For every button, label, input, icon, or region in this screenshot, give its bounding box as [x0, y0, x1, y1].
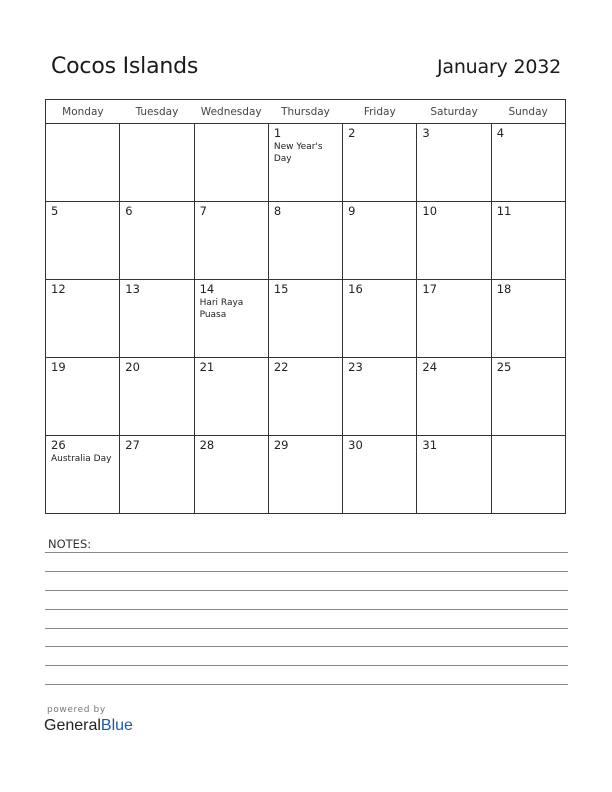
day-cell [268, 358, 342, 436]
day-number: 27 [125, 438, 140, 452]
day-number: 3 [422, 126, 430, 140]
day-number: 19 [51, 360, 66, 374]
day-cell [194, 358, 268, 436]
day-cell [343, 202, 417, 280]
day-number: 14 [199, 282, 215, 296]
day-cell [120, 358, 194, 436]
page-title: Cocos Islands [51, 54, 199, 79]
day-number: 20 [125, 360, 140, 374]
brand-logo [44, 717, 133, 735]
day-cell [417, 202, 491, 280]
week-row [46, 280, 566, 358]
day-cell [46, 202, 120, 280]
day-number: 5 [51, 204, 59, 218]
note-line [45, 665, 568, 666]
day-number: 13 [125, 282, 140, 296]
day-cell [46, 280, 120, 358]
weekday-header: Wednesday [194, 100, 268, 124]
day-number: 9 [348, 204, 356, 218]
day-cell [268, 280, 342, 358]
day-cell [46, 124, 120, 202]
day-cell [120, 436, 194, 514]
holiday-label: Hari Raya Puasa [199, 298, 244, 320]
day-number: 28 [199, 438, 215, 452]
notes-label: NOTES: [48, 537, 92, 551]
day-cell [268, 436, 342, 514]
day-number: 22 [273, 360, 289, 374]
day-number: 21 [199, 360, 215, 374]
day-cell [343, 436, 417, 514]
weekday-header: Sunday [491, 100, 565, 124]
day-cell [343, 280, 417, 358]
day-number: 31 [422, 438, 438, 452]
weekday-header: Saturday [417, 100, 491, 124]
day-cell [194, 280, 268, 358]
day-number: 10 [422, 204, 438, 218]
powered-by-label: powered by [47, 705, 106, 715]
day-number: 11 [496, 204, 512, 218]
day-number: 15 [273, 282, 289, 296]
note-line [45, 590, 568, 591]
day-number: 17 [422, 282, 438, 296]
day-cell [491, 280, 565, 358]
week-row [46, 124, 566, 202]
day-number: 30 [348, 438, 363, 452]
day-number: 16 [348, 282, 363, 296]
day-number: 18 [496, 282, 512, 296]
weekday-header-row [46, 100, 566, 124]
weekday-header: Monday [46, 100, 120, 124]
note-line [45, 552, 568, 553]
day-number: 1 [273, 126, 282, 140]
day-cell [46, 436, 120, 514]
day-number: 25 [496, 360, 512, 374]
day-number: 23 [348, 360, 363, 374]
day-number: 7 [199, 204, 207, 218]
holiday-label: Australia Day [51, 454, 112, 464]
day-cell [120, 202, 194, 280]
day-cell [491, 202, 565, 280]
day-cell [491, 436, 565, 514]
day-cell [120, 124, 194, 202]
weekday-header: Tuesday [120, 100, 194, 124]
week-row [46, 358, 566, 436]
weekday-header: Friday [343, 100, 417, 124]
day-cell [491, 358, 565, 436]
week-row [46, 202, 566, 280]
day-cell [417, 280, 491, 358]
day-number: 6 [125, 204, 133, 218]
note-line [45, 628, 568, 629]
brand-name-first: General [44, 717, 101, 734]
day-cell [194, 124, 268, 202]
day-cell [268, 202, 342, 280]
day-number: 12 [51, 282, 66, 296]
day-number: 4 [496, 126, 505, 140]
day-cell [194, 202, 268, 280]
week-row [46, 436, 566, 514]
day-number: 24 [422, 360, 438, 374]
day-cell [491, 124, 565, 202]
note-line [45, 571, 568, 572]
day-number: 8 [273, 204, 282, 218]
calendar-grid [45, 99, 566, 514]
day-cell [268, 124, 342, 202]
day-cell [120, 280, 194, 358]
day-cell [343, 358, 417, 436]
day-cell [417, 124, 491, 202]
brand-name-second: Blue [100, 717, 133, 734]
day-number: 26 [51, 438, 66, 452]
month-year-label: January 2032 [436, 56, 561, 78]
holiday-label: New Year's Day [273, 142, 323, 164]
note-line [45, 609, 568, 610]
day-number: 29 [273, 438, 289, 452]
note-line [45, 684, 568, 685]
day-cell [194, 436, 268, 514]
day-cell [417, 358, 491, 436]
weekday-header: Thursday [268, 100, 342, 124]
note-line [45, 646, 568, 647]
day-cell [343, 124, 417, 202]
day-cell [417, 436, 491, 514]
day-number: 2 [348, 126, 356, 140]
day-cell [46, 358, 120, 436]
